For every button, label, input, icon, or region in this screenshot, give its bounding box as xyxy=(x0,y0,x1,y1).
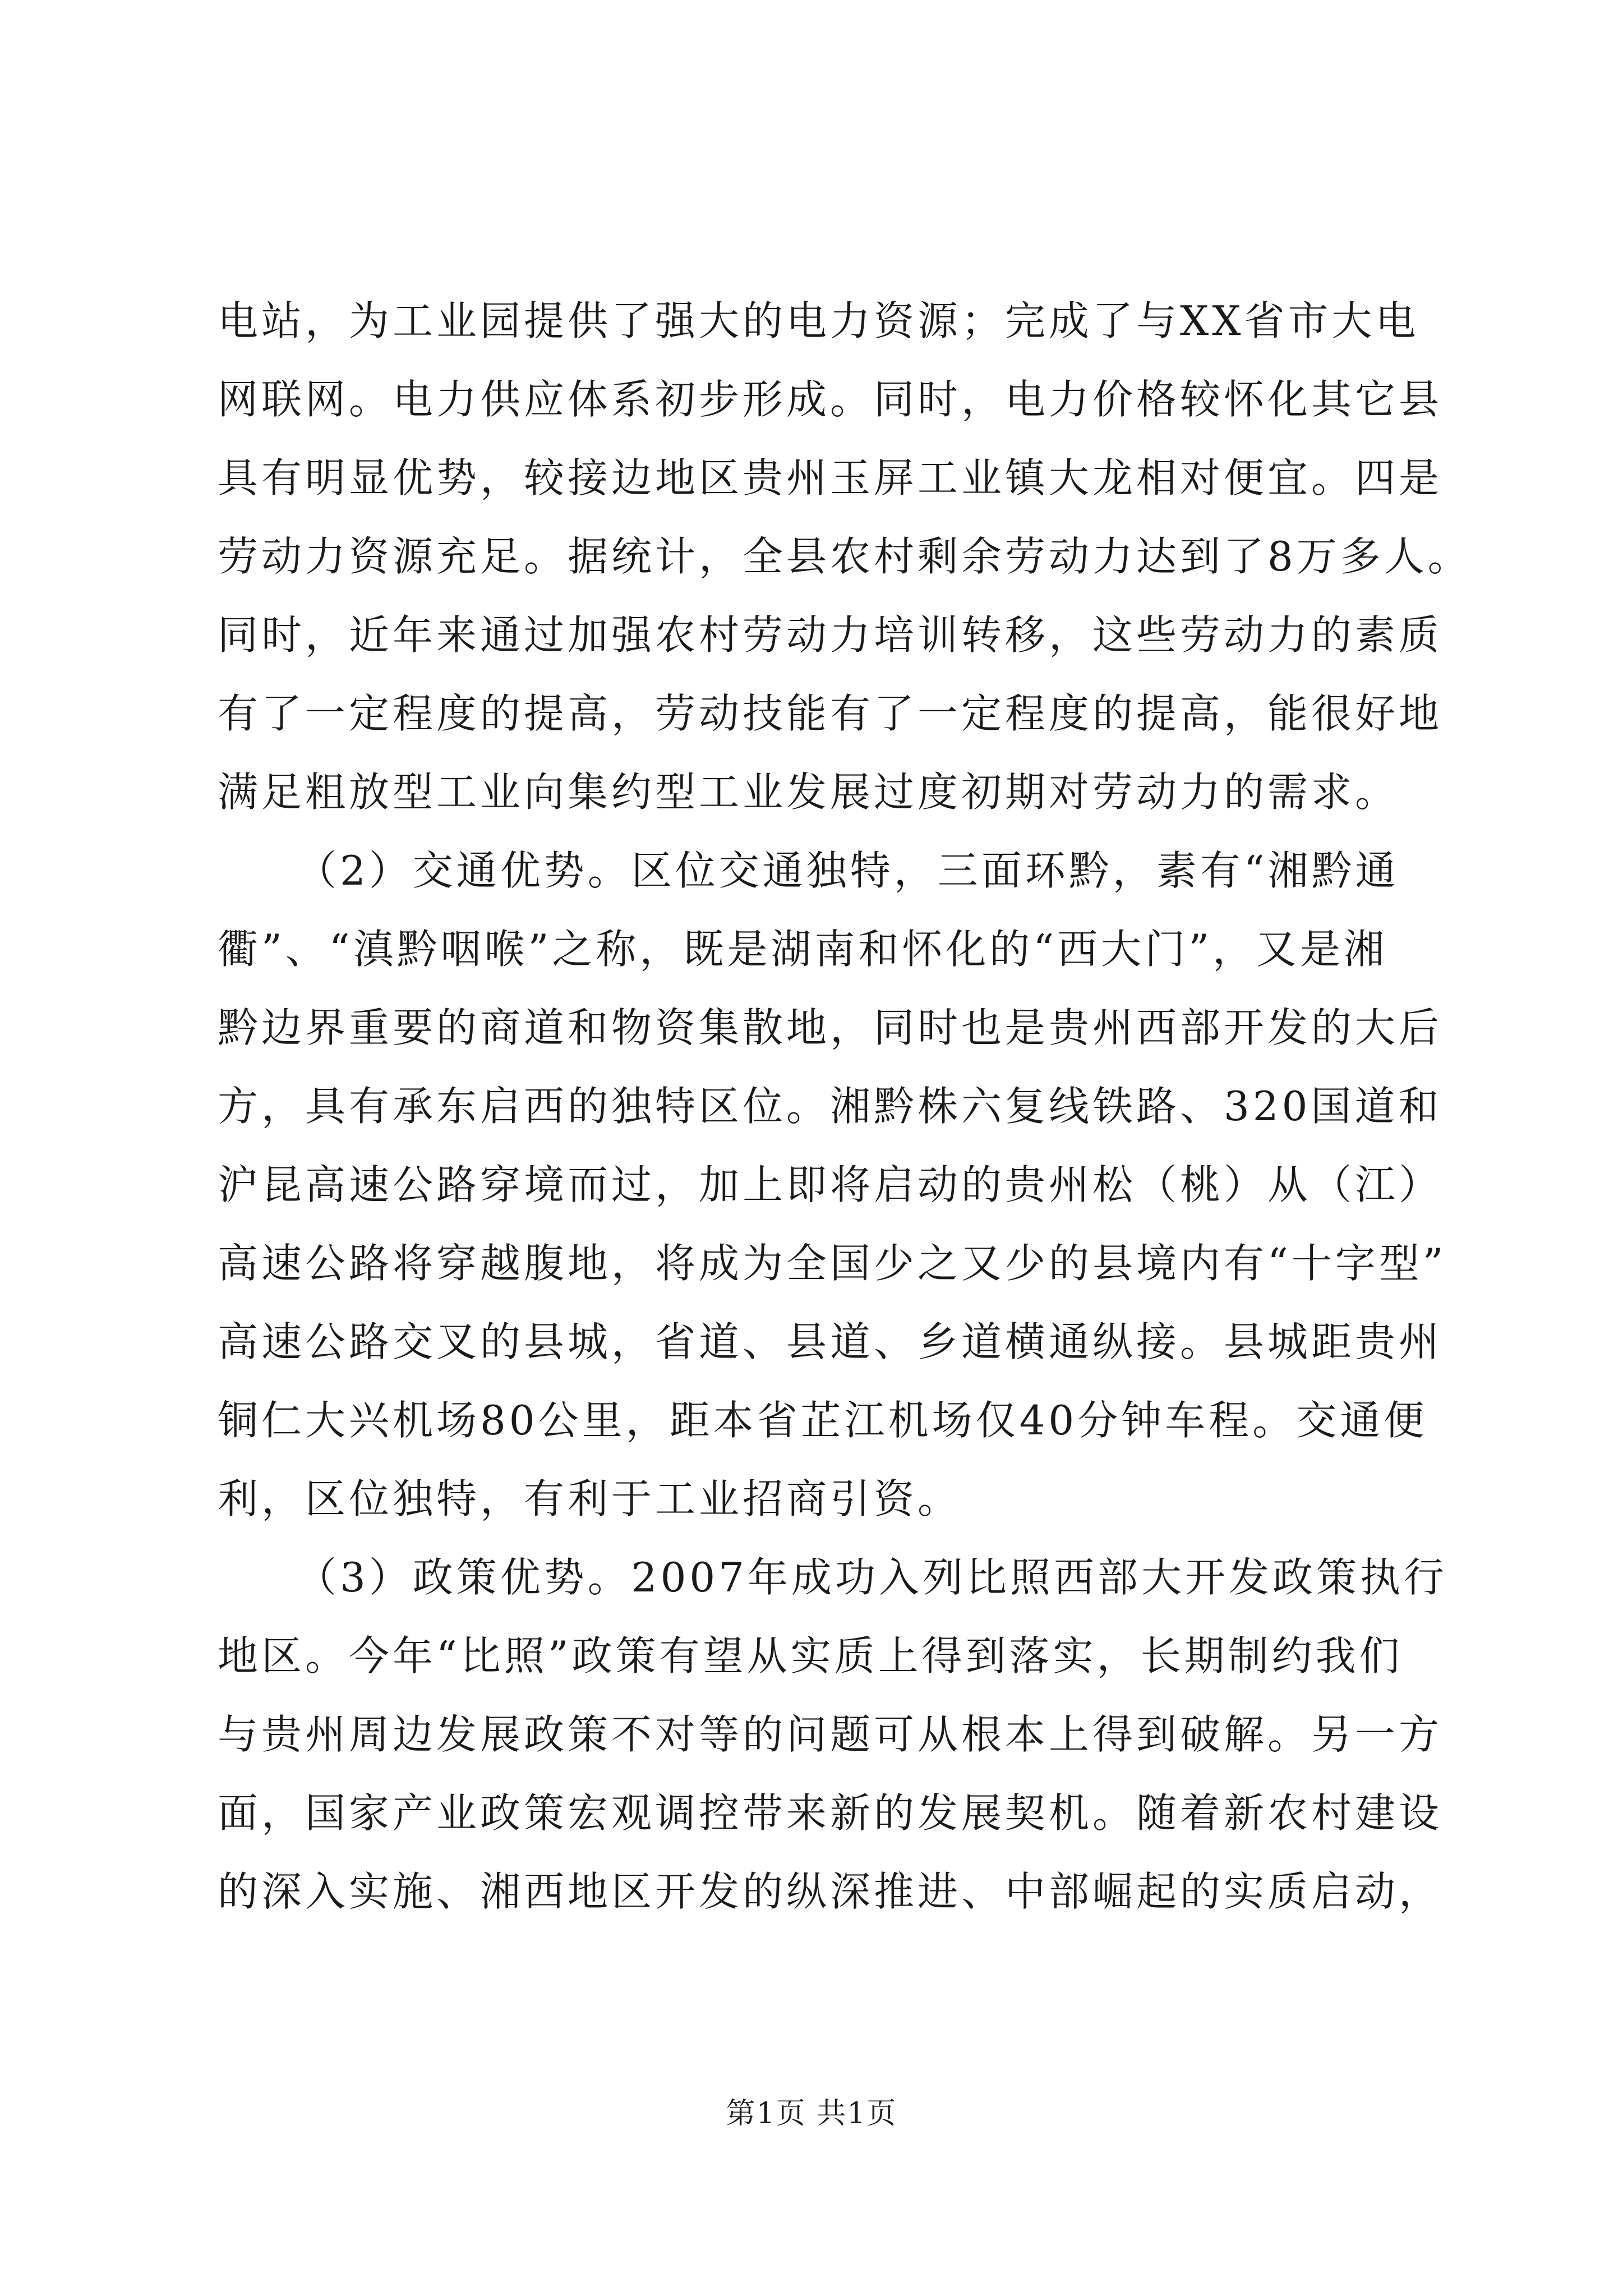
text-line: 与贵州周边发展政策不对等的问题可从根本上得到破解。另一方 xyxy=(218,1711,1443,1758)
text-line: 电站，为工业园提供了强大的电力资源；完成了与XX省市大电 xyxy=(218,297,1419,344)
text-line: 沪昆高速公路穿境而过，加上即将启动的贵州松（桃）从（江） xyxy=(218,1161,1443,1208)
page-footer: 第1页 共1页 xyxy=(726,2097,897,2131)
text-line: 同时，近年来通过加强农村劳动力培训转移，这些劳动力的素质 xyxy=(218,611,1443,659)
paragraph-start-line: （2）交通优势。区位交通独特，三面环黔，素有“湘黔通 xyxy=(296,847,1399,894)
text-line: 衢”、“滇黔咽喉”之称，既是湖南和怀化的“西大门”，又是湘 xyxy=(218,926,1388,973)
text-line: 方，具有承东启西的独特区位。湘黔株六复线铁路、320国道和 xyxy=(218,1083,1442,1130)
text-line: 有了一定程度的提高，劳动技能有了一定程度的提高，能很好地 xyxy=(218,690,1443,737)
text-line: 黔边界重要的商道和物资集散地，同时也是贵州西部开发的大后 xyxy=(218,1004,1443,1051)
text-line: 地区。今年“比照”政策有望从实质上得到落实，长期制约我们 xyxy=(218,1632,1403,1680)
text-line: 网联网。电力供应体系初步形成。同时，电力价格较怀化其它县 xyxy=(218,376,1443,423)
text-line: 劳动力资源充足。据统计，全县农村剩余劳动力达到了8万多人。 xyxy=(218,533,1472,580)
paragraph-start-line: （3）政策优势。2007年成功入列比照西部大开发政策执行 xyxy=(296,1554,1448,1601)
text-line: 的深入实施、湘西地区开发的纵深推进、中部崛起的实质启动， xyxy=(218,1868,1443,1915)
text-line: 面，国家产业政策宏观调控带来新的发展契机。随着新农村建设 xyxy=(218,1789,1443,1837)
text-line: 利，区位独特，有利于工业招商引资。 xyxy=(218,1475,962,1522)
text-line: 铜仁大兴机场80公里，距本省芷江机场仅40分钟车程。交通便 xyxy=(218,1397,1428,1444)
text-line: 具有明显优势，较接边地区贵州玉屏工业镇大龙相对便宜。四是 xyxy=(218,454,1443,501)
text-line: 高速公路交叉的县城，省道、县道、乡道横通纵接。县城距贵州 xyxy=(218,1318,1443,1365)
text-line: 高速公路将穿越腹地，将成为全国少之又少的县境内有“十字型” xyxy=(218,1240,1447,1287)
text-line: 满足粗放型工业向集约型工业发展过度初期对劳动力的需求。 xyxy=(218,769,1399,816)
